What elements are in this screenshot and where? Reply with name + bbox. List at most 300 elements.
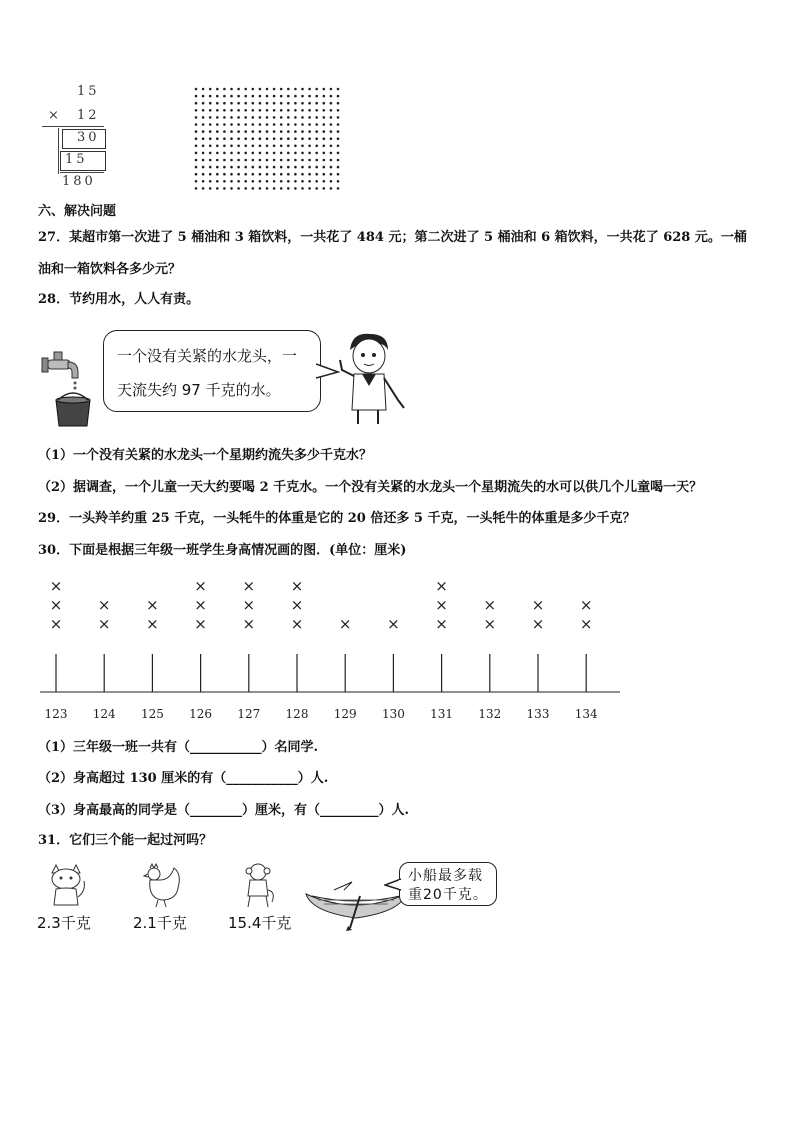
- grid-dot: [195, 88, 198, 91]
- grid-dot: [259, 109, 262, 112]
- plot-marker: ×: [290, 577, 304, 595]
- grid-dot: [259, 102, 262, 105]
- q31-title: 31．它们三个能一起过河吗？: [38, 833, 213, 848]
- grid-dot: [209, 159, 212, 162]
- grid-dot: [266, 130, 269, 133]
- section-title: 六、解决问题: [38, 204, 117, 219]
- grid-dot: [294, 145, 297, 148]
- grid-dot: [330, 166, 333, 169]
- grid-dot: [308, 137, 311, 140]
- grid-dot: [266, 180, 269, 183]
- grid-dot: [223, 137, 226, 140]
- grid-dot: [202, 187, 205, 190]
- boy-icon: [338, 330, 408, 425]
- grid-dot: [308, 173, 311, 176]
- grid-dot: [273, 173, 276, 176]
- grid-dot: [202, 116, 205, 119]
- q27-line1: 27．某超市第一次进了 5 桶油和 3 箱饮料，一共花了 484 元；第二次进了 5 桶油和 6 箱饮料，一共花了 628 元。一桶: [38, 230, 747, 245]
- grid-dot: [287, 145, 290, 148]
- cat-weight: 2.3千克: [37, 914, 91, 932]
- q28-sub2: （2）据调查，一个儿童一天大约要喝 2 千克水。一个没有关紧的水龙头一个星期流失的水可以供几个儿童喝一天？: [38, 480, 703, 495]
- q28-title: 28．节约用水，人人有责。: [38, 292, 200, 307]
- grid-dot: [237, 109, 240, 112]
- grid-dot: [315, 130, 318, 133]
- bubble-tail: [316, 362, 340, 382]
- grid-dot: [252, 145, 255, 148]
- speech-bubble: [103, 330, 321, 412]
- grid-dot: [315, 95, 318, 98]
- grid-dot: [216, 187, 219, 190]
- plot-marker: ×: [435, 615, 448, 633]
- grid-dot: [230, 180, 233, 183]
- grid-dot: [266, 123, 269, 126]
- grid-dot: [259, 137, 262, 140]
- grid-dot: [244, 137, 247, 140]
- grid-dot: [223, 166, 226, 169]
- grid-dot: [195, 152, 198, 155]
- grid-dot: [237, 152, 240, 155]
- grid-dot: [301, 166, 304, 169]
- grid-dot: [259, 145, 262, 148]
- grid-dot: [273, 123, 276, 126]
- grid-dot: [330, 116, 333, 119]
- grid-dot: [223, 116, 226, 119]
- grid-dot: [202, 180, 205, 183]
- grid-dot: [202, 130, 205, 133]
- grid-dot: [259, 152, 262, 155]
- plot-marker: ×: [242, 596, 256, 614]
- grid-dot: [330, 137, 333, 140]
- grid-dot: [202, 145, 205, 148]
- grid-dot: [273, 145, 276, 148]
- grid-dot: [237, 180, 240, 183]
- boat-bubble-line-1: 小船最多载: [408, 868, 483, 884]
- grid-dot: [323, 102, 326, 105]
- grid-dot: [237, 88, 240, 91]
- grid-dot: [280, 116, 283, 119]
- product: 180: [62, 174, 96, 189]
- grid-dot: [273, 152, 276, 155]
- grid-dot: [195, 95, 198, 98]
- grid-dot: [301, 159, 304, 162]
- grid-dot: [252, 159, 255, 162]
- monkey-icon: [238, 862, 278, 908]
- grid-dot: [330, 173, 333, 176]
- grid-dot: [266, 173, 269, 176]
- grid-dot: [308, 130, 311, 133]
- grid-dot: [301, 173, 304, 176]
- tick-label: 127: [237, 707, 261, 721]
- grid-dot: [202, 88, 205, 91]
- grid-dot: [337, 95, 340, 98]
- grid-dot: [301, 102, 304, 105]
- grid-dot: [280, 109, 283, 112]
- grid-dot: [323, 187, 326, 190]
- grid-dot: [287, 88, 290, 91]
- grid-dot: [323, 173, 326, 176]
- grid-dot: [294, 109, 297, 112]
- grid-dot: [273, 159, 276, 162]
- tick-label: 131: [430, 707, 454, 721]
- grid-dot: [330, 159, 333, 162]
- grid-dot: [216, 145, 219, 148]
- grid-dot: [294, 123, 297, 126]
- grid-dot: [230, 137, 233, 140]
- grid-dot: [266, 137, 269, 140]
- plot-marker: ×: [290, 615, 304, 633]
- rooster-weight: 2.1千克: [133, 914, 187, 932]
- grid-dot: [223, 95, 226, 98]
- grid-dot: [273, 187, 276, 190]
- grid-dot: [202, 102, 205, 105]
- grid-dot: [337, 180, 340, 183]
- grid-dot: [287, 152, 290, 155]
- grid-dot: [301, 152, 304, 155]
- grid-dot: [315, 159, 318, 162]
- grid-dot: [230, 145, 233, 148]
- grid-dot: [337, 145, 340, 148]
- grid-dot: [294, 116, 297, 119]
- grid-dot: [259, 116, 262, 119]
- boat-bubble-tail: [384, 878, 402, 892]
- grid-dot: [308, 166, 311, 169]
- grid-dot: [202, 137, 205, 140]
- grid-dot: [216, 173, 219, 176]
- grid-dot: [209, 95, 212, 98]
- bubble-line-2: 天流失约 97 千克的水。: [117, 381, 281, 399]
- grid-dot: [216, 95, 219, 98]
- grid-dot: [209, 187, 212, 190]
- grid-dot: [259, 187, 262, 190]
- monkey-weight: 15.4千克: [228, 914, 292, 932]
- grid-dot: [294, 173, 297, 176]
- grid-dot: [195, 130, 198, 133]
- grid-dot: [337, 88, 340, 91]
- grid-dot: [252, 116, 255, 119]
- grid-dot: [337, 137, 340, 140]
- grid-dot: [337, 123, 340, 126]
- grid-dot: [294, 102, 297, 105]
- grid-dot: [244, 130, 247, 133]
- multiplier: 12: [77, 108, 100, 123]
- grid-dot: [252, 137, 255, 140]
- grid-dot: [195, 166, 198, 169]
- grid-dot: [315, 180, 318, 183]
- grid-dot: [195, 102, 198, 105]
- grid-dot: [195, 159, 198, 162]
- grid-dot: [337, 109, 340, 112]
- grid-dot: [315, 109, 318, 112]
- grid-dot: [280, 130, 283, 133]
- grid-dot: [223, 159, 226, 162]
- grid-dot: [216, 130, 219, 133]
- grid-dot: [230, 166, 233, 169]
- grid-dot: [323, 116, 326, 119]
- plot-marker: ×: [49, 615, 63, 633]
- grid-dot: [209, 130, 212, 133]
- grid-dot: [315, 123, 318, 126]
- grid-dot: [287, 116, 290, 119]
- grid-dot: [259, 130, 262, 133]
- grid-dot: [223, 145, 226, 148]
- grid-dot: [237, 166, 240, 169]
- grid-dot: [315, 102, 318, 105]
- rooster-icon: [140, 862, 186, 908]
- grid-dot: [337, 130, 340, 133]
- grid-dot: [195, 123, 198, 126]
- grid-dot: [308, 95, 311, 98]
- q30-sub3: （3）身高最高的同学是（________）厘米，有（_________）人.: [38, 803, 410, 818]
- grid-dot: [266, 102, 269, 105]
- tick-label: 126: [189, 707, 213, 721]
- plot-marker: ×: [49, 596, 63, 614]
- bubble-line-1: 一个没有关紧的水龙头，一: [117, 347, 298, 365]
- grid-dot: [252, 187, 255, 190]
- grid-dot: [266, 116, 269, 119]
- grid-dot: [202, 173, 205, 176]
- grid-dot: [287, 95, 290, 98]
- grid-dot: [252, 88, 255, 91]
- grid-dot: [209, 88, 212, 91]
- grid-dot: [237, 173, 240, 176]
- grid-dot: [301, 130, 304, 133]
- q30-sub2: （2）身高超过 130 厘米的有（___________）人.: [38, 771, 329, 786]
- grid-dot: [230, 152, 233, 155]
- plot-marker: ×: [242, 577, 256, 595]
- grid-dot: [230, 116, 233, 119]
- grid-dot: [216, 166, 219, 169]
- grid-dot: [223, 102, 226, 105]
- grid-dot: [244, 116, 247, 119]
- grid-dot: [337, 187, 340, 190]
- plot-marker: ×: [97, 596, 111, 614]
- grid-dot: [230, 173, 233, 176]
- plot-marker: ×: [435, 596, 448, 614]
- grid-dot: [301, 187, 304, 190]
- grid-dot: [230, 88, 233, 91]
- plot-marker: ×: [531, 615, 545, 633]
- grid-dot: [280, 159, 283, 162]
- plot-marker: ×: [146, 596, 159, 614]
- plot-marker: ×: [146, 615, 159, 633]
- tick-label: 124: [92, 707, 116, 721]
- grid-dot: [308, 123, 311, 126]
- grid-dot: [266, 152, 269, 155]
- grid-dot: [294, 88, 297, 91]
- grid-dot: [230, 109, 233, 112]
- grid-dot: [202, 109, 205, 112]
- grid-dot: [223, 152, 226, 155]
- grid-dot: [259, 95, 262, 98]
- grid-dot: [280, 95, 283, 98]
- grid-dot: [237, 137, 240, 140]
- grid-dot: [244, 88, 247, 91]
- tick-label: 129: [333, 707, 357, 721]
- grid-dot: [252, 152, 255, 155]
- grid-dot: [287, 180, 290, 183]
- boat-bubble-line-2: 重20千克。: [408, 887, 488, 903]
- grid-dot: [315, 88, 318, 91]
- grid-dot: [237, 123, 240, 126]
- q30-title: 30．下面是根据三年级一班学生身高情况画的图．(单位：厘米): [38, 543, 407, 558]
- grid-dot: [216, 159, 219, 162]
- grid-dot: [216, 123, 219, 126]
- grid-dot: [209, 166, 212, 169]
- grid-dot: [330, 88, 333, 91]
- grid-dot: [244, 102, 247, 105]
- grid-dot: [323, 109, 326, 112]
- grid-dot: [330, 187, 333, 190]
- grid-dot: [252, 173, 255, 176]
- grid-dot: [252, 95, 255, 98]
- plot-marker: ×: [531, 596, 545, 614]
- grid-dot: [337, 173, 340, 176]
- grid-dot: [209, 180, 212, 183]
- grid-dot: [323, 180, 326, 183]
- grid-dot: [323, 88, 326, 91]
- grid-dot: [195, 187, 198, 190]
- grid-dot: [216, 102, 219, 105]
- partial-product-1: 30: [77, 130, 100, 145]
- grid-dot: [237, 116, 240, 119]
- grid-dot: [287, 159, 290, 162]
- plot-marker: ×: [290, 596, 304, 614]
- plot-marker: ×: [483, 615, 497, 633]
- grid-dot: [195, 173, 198, 176]
- dot-grid: [193, 86, 343, 192]
- grid-dot: [323, 95, 326, 98]
- grid-dot: [259, 180, 262, 183]
- grid-dot: [252, 123, 255, 126]
- grid-dot: [287, 187, 290, 190]
- grid-dot: [287, 137, 290, 140]
- grid-dot: [273, 130, 276, 133]
- grid-dot: [237, 95, 240, 98]
- plot-marker: ×: [194, 577, 207, 595]
- grid-dot: [209, 109, 212, 112]
- grid-dot: [252, 180, 255, 183]
- grid-dot: [266, 166, 269, 169]
- grid-dot: [237, 159, 240, 162]
- grid-dot: [308, 88, 311, 91]
- grid-dot: [337, 152, 340, 155]
- grid-dot: [315, 187, 318, 190]
- grid-dot: [209, 145, 212, 148]
- grid-dot: [259, 166, 262, 169]
- grid-dot: [237, 187, 240, 190]
- grid-dot: [337, 116, 340, 119]
- grid-dot: [301, 116, 304, 119]
- grid-dot: [308, 187, 311, 190]
- grid-dot: [223, 88, 226, 91]
- grid-dot: [266, 145, 269, 148]
- grid-dot: [195, 116, 198, 119]
- grid-dot: [337, 166, 340, 169]
- cat-icon: [44, 863, 88, 907]
- grid-dot: [323, 145, 326, 148]
- grid-dot: [330, 180, 333, 183]
- plot-marker: ×: [97, 615, 111, 633]
- grid-dot: [330, 145, 333, 148]
- grid-dot: [280, 166, 283, 169]
- plot-marker: ×: [435, 577, 448, 595]
- plot-marker: ×: [194, 615, 207, 633]
- grid-dot: [259, 159, 262, 162]
- grid-dot: [280, 187, 283, 190]
- grid-dot: [273, 180, 276, 183]
- grid-dot: [223, 187, 226, 190]
- tick-label: 133: [526, 707, 550, 721]
- grid-dot: [308, 145, 311, 148]
- faucet-bucket-icon: [40, 350, 100, 430]
- grid-dot: [280, 173, 283, 176]
- grid-dot: [294, 159, 297, 162]
- grid-dot: [244, 145, 247, 148]
- grid-dot: [330, 102, 333, 105]
- grid-dot: [294, 130, 297, 133]
- grid-dot: [223, 173, 226, 176]
- grid-dot: [273, 102, 276, 105]
- grid-dot: [195, 109, 198, 112]
- grid-dot: [301, 137, 304, 140]
- grid-dot: [223, 130, 226, 133]
- grid-dot: [337, 102, 340, 105]
- grid-dot: [244, 109, 247, 112]
- grid-dot: [301, 123, 304, 126]
- grid-dot: [230, 102, 233, 105]
- grid-dot: [244, 187, 247, 190]
- bracket-line: [58, 128, 59, 174]
- q28-sub1: （1）一个没有关紧的水龙头一个星期约流失多少千克水？: [38, 448, 373, 463]
- grid-dot: [273, 166, 276, 169]
- grid-dot: [294, 95, 297, 98]
- grid-dot: [216, 88, 219, 91]
- plot-marker: ×: [483, 596, 497, 614]
- multiplication-block: [40, 84, 110, 194]
- grid-dot: [294, 166, 297, 169]
- grid-dot: [202, 123, 205, 126]
- plot-marker: ×: [387, 615, 400, 633]
- grid-dot: [244, 166, 247, 169]
- grid-dot: [259, 173, 262, 176]
- plot-marker: ×: [338, 615, 352, 633]
- tick-label: 125: [140, 707, 164, 721]
- grid-dot: [287, 166, 290, 169]
- grid-dot: [323, 159, 326, 162]
- tick-label: 128: [285, 707, 309, 721]
- partial-product-2: 15: [65, 152, 88, 167]
- grid-dot: [223, 109, 226, 112]
- grid-dot: [237, 102, 240, 105]
- grid-dot: [266, 159, 269, 162]
- grid-dot: [266, 187, 269, 190]
- grid-dot: [259, 123, 262, 126]
- grid-dot: [315, 152, 318, 155]
- grid-dot: [280, 137, 283, 140]
- tick-label: 130: [381, 707, 405, 721]
- q29-text: 29．一头羚羊约重 25 千克，一头牦牛的体重是它的 20 倍还多 5 千克，一头牦牛的体重是多少千克？: [38, 511, 636, 526]
- grid-dot: [323, 166, 326, 169]
- grid-dot: [294, 187, 297, 190]
- grid-dot: [216, 137, 219, 140]
- grid-dot: [323, 130, 326, 133]
- grid-dot: [244, 123, 247, 126]
- grid-dot: [195, 180, 198, 183]
- tick-label: 134: [574, 707, 598, 721]
- grid-dot: [202, 159, 205, 162]
- multiplication-line-2: [60, 172, 104, 173]
- grid-dot: [287, 130, 290, 133]
